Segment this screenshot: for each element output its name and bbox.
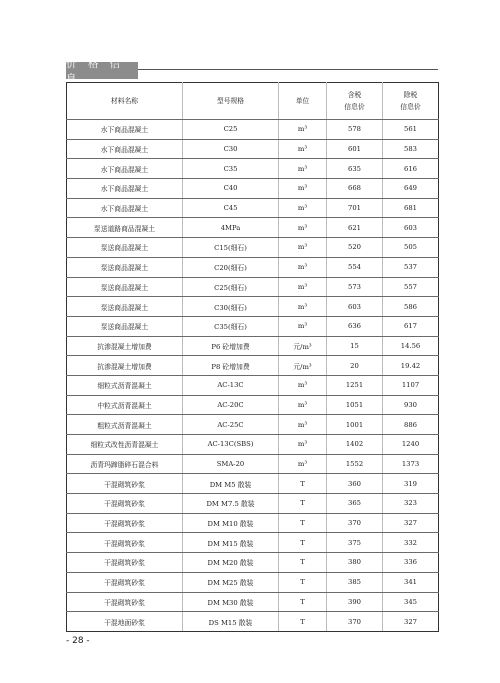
table-row [67, 612, 439, 632]
cell-unit: m³ [279, 297, 327, 317]
cell-spec: C30 [183, 139, 279, 159]
table-row [67, 238, 439, 258]
cell-unit: 元/m³ [279, 336, 327, 356]
cell-without-tax: 583 [383, 139, 439, 159]
cell-without-tax: 505 [383, 238, 439, 258]
cell-unit: m³ [279, 198, 327, 218]
cell-unit: m³ [279, 415, 327, 435]
table-row [67, 474, 439, 494]
cell-without-tax: 586 [383, 297, 439, 317]
cell-spec: C25(细石) [183, 277, 279, 297]
cell-spec: AC-13C(SBS) [183, 435, 279, 455]
cell-without-tax: 561 [383, 120, 439, 140]
header-with-tax [327, 83, 383, 120]
cell-spec: DM M15 散装 [183, 533, 279, 553]
table-row [67, 316, 439, 336]
cell-material: 干混砌筑砂浆 [67, 494, 183, 514]
table-row [67, 218, 439, 238]
cell-with-tax: 520 [327, 238, 383, 258]
cell-spec: C35 [183, 159, 279, 179]
cell-without-tax: 341 [383, 572, 439, 592]
cell-without-tax: 319 [383, 474, 439, 494]
cell-material: 干混砌筑砂浆 [67, 513, 183, 533]
cell-with-tax: 370 [327, 612, 383, 632]
cell-with-tax: 573 [327, 277, 383, 297]
cell-unit: T [279, 513, 327, 533]
cell-without-tax: 336 [383, 553, 439, 573]
cell-without-tax: 537 [383, 257, 439, 277]
table-row [67, 572, 439, 592]
cell-spec: AC-20C [183, 395, 279, 415]
cell-spec: DM M30 散装 [183, 592, 279, 612]
table-row [67, 395, 439, 415]
table-row [67, 159, 439, 179]
cell-with-tax: 668 [327, 179, 383, 199]
cell-spec: C40 [183, 179, 279, 199]
cell-unit: m³ [279, 435, 327, 455]
cell-spec: SMA-20 [183, 454, 279, 474]
cell-with-tax: 380 [327, 553, 383, 573]
cell-with-tax: 635 [327, 159, 383, 179]
cell-unit: T [279, 612, 327, 632]
cell-with-tax: 20 [327, 356, 383, 376]
table-row [67, 553, 439, 573]
cell-unit: m³ [279, 375, 327, 395]
cell-with-tax: 1051 [327, 395, 383, 415]
cell-unit: m³ [279, 257, 327, 277]
table-row [67, 592, 439, 612]
cell-with-tax: 375 [327, 533, 383, 553]
cell-without-tax: 327 [383, 612, 439, 632]
header-with-tax-line2: 信息价 [344, 103, 365, 111]
table-row [67, 454, 439, 474]
table-row [67, 435, 439, 455]
cell-with-tax: 621 [327, 218, 383, 238]
cell-without-tax: 14.56 [383, 336, 439, 356]
cell-material: 水下商品混凝土 [67, 139, 183, 159]
cell-spec: C20(细石) [183, 257, 279, 277]
cell-spec: C15(细石) [183, 238, 279, 258]
cell-with-tax: 603 [327, 297, 383, 317]
cell-material: 泵送商品混凝土 [67, 277, 183, 297]
header-spec: 型号规格 [183, 83, 279, 120]
cell-spec: DM M5 散装 [183, 474, 279, 494]
cell-without-tax: 323 [383, 494, 439, 514]
cell-material: 干混砌筑砂浆 [67, 474, 183, 494]
cell-unit: m³ [279, 316, 327, 336]
cell-without-tax: 616 [383, 159, 439, 179]
table-row [67, 494, 439, 514]
table-row [67, 356, 439, 376]
cell-unit: T [279, 494, 327, 514]
cell-unit: T [279, 553, 327, 573]
cell-unit: T [279, 474, 327, 494]
header-without-tax-line1: 除税 [403, 91, 418, 99]
cell-without-tax: 1107 [383, 375, 439, 395]
cell-material: 细粒式改性沥青混凝土 [67, 435, 183, 455]
cell-spec: P8 砼增加费 [183, 356, 279, 376]
cell-with-tax: 385 [327, 572, 383, 592]
cell-material: 抗渗混凝土增加费 [67, 356, 183, 376]
cell-spec: DM M25 散装 [183, 572, 279, 592]
cell-spec: P6 砼增加费 [183, 336, 279, 356]
cell-material: 细粒式沥青混凝土 [67, 375, 183, 395]
cell-spec: DS M15 散装 [183, 612, 279, 632]
cell-unit: m³ [279, 139, 327, 159]
cell-without-tax: 327 [383, 513, 439, 533]
header-rule [138, 69, 438, 70]
header-material: 材料名称 [67, 83, 183, 120]
cell-material: 泵送商品混凝土 [67, 238, 183, 258]
cell-spec: C30(细石) [183, 297, 279, 317]
cell-with-tax: 636 [327, 316, 383, 336]
cell-material: 干混砌筑砂浆 [67, 533, 183, 553]
cell-with-tax: 1251 [327, 375, 383, 395]
cell-unit: T [279, 592, 327, 612]
table-row [67, 198, 439, 218]
cell-unit: m³ [279, 179, 327, 199]
page-number: - 28 - [66, 636, 90, 646]
cell-material: 沥青玛蹄脂碎石混合料 [67, 454, 183, 474]
cell-spec: C45 [183, 198, 279, 218]
cell-unit: m³ [279, 120, 327, 140]
cell-with-tax: 365 [327, 494, 383, 514]
section-title: 价 格 信 息 [66, 62, 138, 79]
table-row [67, 257, 439, 277]
cell-material: 中粒式沥青混凝土 [67, 395, 183, 415]
cell-unit: 元/m³ [279, 356, 327, 376]
cell-material: 泵送道路商品混凝土 [67, 218, 183, 238]
cell-unit: m³ [279, 454, 327, 474]
table-row [67, 336, 439, 356]
header-without-tax-line2: 信息价 [400, 103, 421, 111]
cell-with-tax: 370 [327, 513, 383, 533]
cell-with-tax: 1552 [327, 454, 383, 474]
cell-with-tax: 390 [327, 592, 383, 612]
price-table [66, 82, 439, 632]
cell-spec: AC-25C [183, 415, 279, 435]
cell-without-tax: 19.42 [383, 356, 439, 376]
cell-with-tax: 1001 [327, 415, 383, 435]
cell-unit: m³ [279, 277, 327, 297]
cell-without-tax: 603 [383, 218, 439, 238]
table-row [67, 513, 439, 533]
cell-unit: m³ [279, 395, 327, 415]
cell-unit: m³ [279, 159, 327, 179]
table-row [67, 375, 439, 395]
cell-spec: C25 [183, 120, 279, 140]
cell-without-tax: 1240 [383, 435, 439, 455]
cell-unit: T [279, 533, 327, 553]
cell-without-tax: 617 [383, 316, 439, 336]
cell-material: 泵送商品混凝土 [67, 316, 183, 336]
cell-with-tax: 1402 [327, 435, 383, 455]
cell-without-tax: 649 [383, 179, 439, 199]
header-unit: 单位 [279, 83, 327, 120]
cell-material: 干混砌筑砂浆 [67, 553, 183, 573]
cell-with-tax: 15 [327, 336, 383, 356]
cell-without-tax: 345 [383, 592, 439, 612]
cell-material: 泵送商品混凝土 [67, 257, 183, 277]
cell-with-tax: 360 [327, 474, 383, 494]
cell-without-tax: 930 [383, 395, 439, 415]
cell-spec: DM M10 散装 [183, 513, 279, 533]
table-row [67, 179, 439, 199]
cell-spec: DM M7.5 散装 [183, 494, 279, 514]
cell-material: 水下商品混凝土 [67, 120, 183, 140]
cell-material: 水下商品混凝土 [67, 159, 183, 179]
cell-without-tax: 681 [383, 198, 439, 218]
cell-spec: C35(细石) [183, 316, 279, 336]
cell-unit: m³ [279, 218, 327, 238]
cell-spec: DM M20 散装 [183, 553, 279, 573]
table-row [67, 297, 439, 317]
cell-without-tax: 557 [383, 277, 439, 297]
table-row [67, 533, 439, 553]
cell-with-tax: 601 [327, 139, 383, 159]
cell-unit: m³ [279, 238, 327, 258]
cell-without-tax: 886 [383, 415, 439, 435]
cell-unit: T [279, 572, 327, 592]
cell-material: 水下商品混凝土 [67, 179, 183, 199]
cell-with-tax: 554 [327, 257, 383, 277]
cell-with-tax: 578 [327, 120, 383, 140]
table-row [67, 139, 439, 159]
cell-without-tax: 332 [383, 533, 439, 553]
table-header-row [67, 83, 439, 120]
table-row [67, 120, 439, 140]
cell-material: 干混地面砂浆 [67, 612, 183, 632]
table-row [67, 277, 439, 297]
header-with-tax-line1: 含税 [347, 91, 362, 99]
header-without-tax [383, 83, 439, 120]
cell-with-tax: 701 [327, 198, 383, 218]
cell-material: 抗渗混凝土增加费 [67, 336, 183, 356]
cell-material: 干混砌筑砂浆 [67, 592, 183, 612]
table-row [67, 415, 439, 435]
cell-spec: AC-13C [183, 375, 279, 395]
cell-material: 干混砌筑砂浆 [67, 572, 183, 592]
cell-material: 泵送商品混凝土 [67, 297, 183, 317]
cell-without-tax: 1373 [383, 454, 439, 474]
cell-material: 粗粒式沥青混凝土 [67, 415, 183, 435]
cell-material: 水下商品混凝土 [67, 198, 183, 218]
cell-spec: 4MPa [183, 218, 279, 238]
